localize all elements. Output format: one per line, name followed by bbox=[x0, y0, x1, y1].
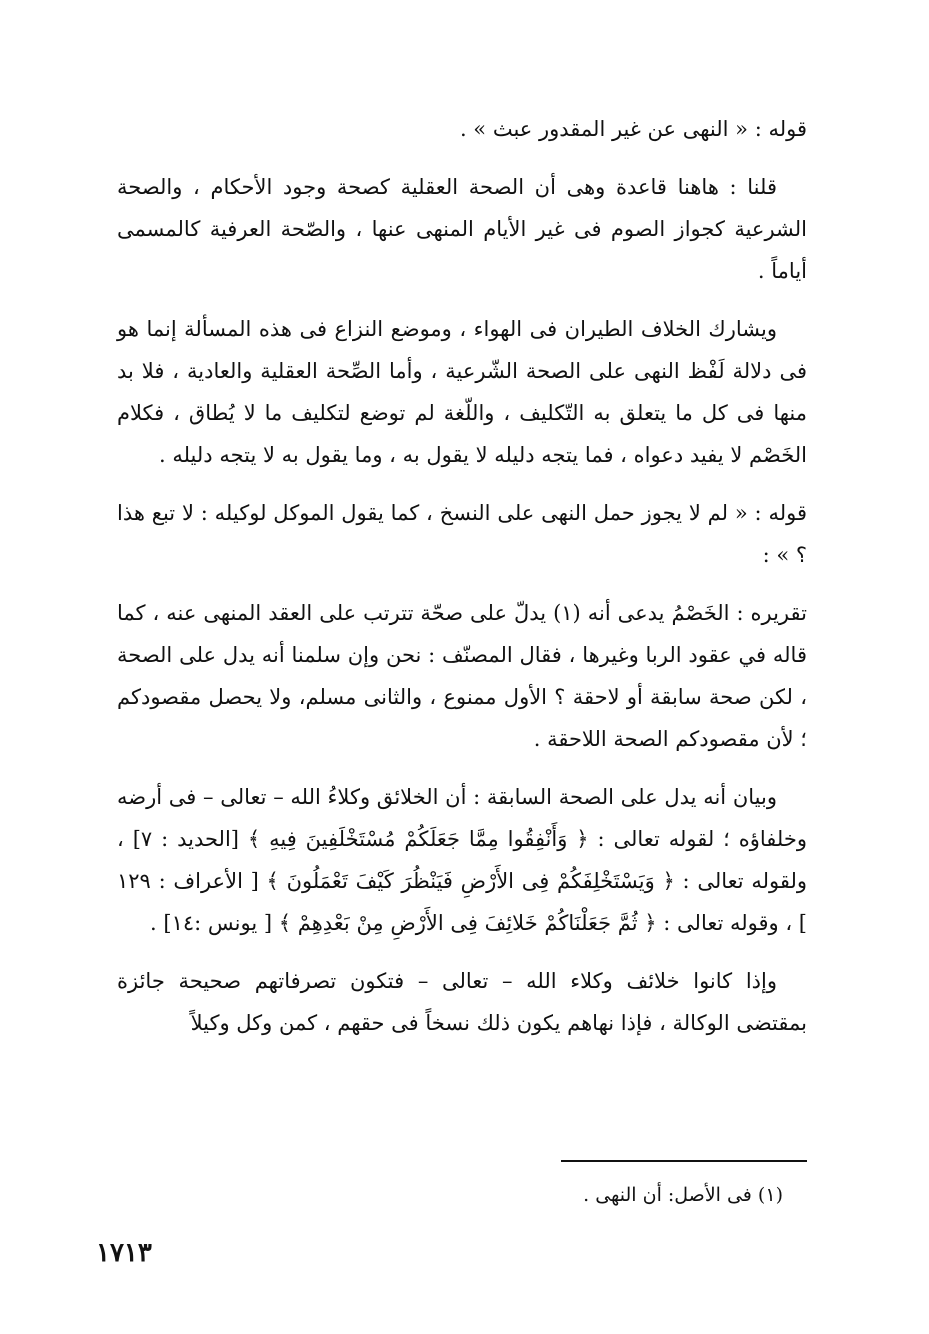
paragraph-1: قوله : « النهى عن غير المقدور عبث » . bbox=[459, 117, 807, 141]
page-number: ١٧١٣ bbox=[96, 1238, 152, 1268]
paragraph-6: وبيان أنه يدل على الصحة السابقة : أن الخلائق وكلاءُ الله – تعالى – فى أرضه وخلفاؤه ؛ لقوله تعالى : ﴿ وَأَنْفِقُوا مِمَّا جَعَلَكُمْ مُسْتَخْلَفِينَ فِيهِ ﴾ [الحديد : ٧] ، ولقوله تعالى : ﴿ وَيَسْتَخْلِفَكُمْ فِى الأَرْضِ فَيَنْظُرَ كَيْفَ تَعْمَلُونَ ﴾ [ الأعراف : ١٢٩ ] ، وقوله تعالى : ﴿ ثُمَّ جَعَلْنَاكُمْ خَلائِفَ فِى الأَرْضِ مِنْ بَعْدِهِمْ ﴾ [ يونس :١٤] . bbox=[117, 785, 808, 935]
footnote: (١) فى الأصل: أن النهى . bbox=[583, 1184, 783, 1206]
main-text bbox=[117, 108, 807, 1060]
footnote-divider bbox=[561, 1160, 807, 1162]
paragraph-5: تقريره : الخَصْمُ يدعى أنه (١) يدلّ على صحّة تترتب على العقد المنهى عنه ، كما قاله في عقود الربا وغيرها ، فقال المصنّف : نحن وإن سلمنا أنه يدل على الصحة ، لكن صحة سابقة أو لاحقة ؟ الأول ممنوع ، والثانى مسلم، ولا يحصل مقصودكم ؛ لأن مقصودكم الصحة اللاحقة . bbox=[117, 601, 807, 751]
paragraph-2: قلنا : هاهنا قاعدة وهى أن الصحة العقلية كصحة وجود الأحكام ، والصحة الشرعية كجواز الصوم فى غير الأيام المنهى عنها ، والصّحة العرفية كالمسمى أياماً . bbox=[117, 175, 807, 283]
paragraph-3: ويشارك الخلاف الطيران فى الهواء ، وموضع النزاع فى هذه المسألة إنما هو فى دلالة لَفْظ النهى على الصحة الشّرعية ، وأما الصِّحة العقلية والعادية ، فلا بد منها فى كل ما يتعلق به التّكليف ، واللّغة لم توضع لتكليف ما لا يُطاق ، فكلام الخَصْم لا يفيد دعواه ، فما يتجه دليله لا يقول به ، وما يقول به لا يتجه دليله . bbox=[117, 317, 807, 467]
paragraph-4: قوله : « لم لا يجوز حمل النهى على النسخ ، كما يقول الموكل لوكيله : لا تبع هذا ؟ » : bbox=[117, 501, 807, 567]
paragraph-7: وإذا كانوا خلائف وكلاء الله – تعالى – فتكون تصرفاتهم صحيحة جائزة بمقتضى الوكالة ، فإذا نهاهم يكون ذلك نسخاً فى حقهم ، كمن وكل وكيلاً bbox=[117, 969, 807, 1035]
